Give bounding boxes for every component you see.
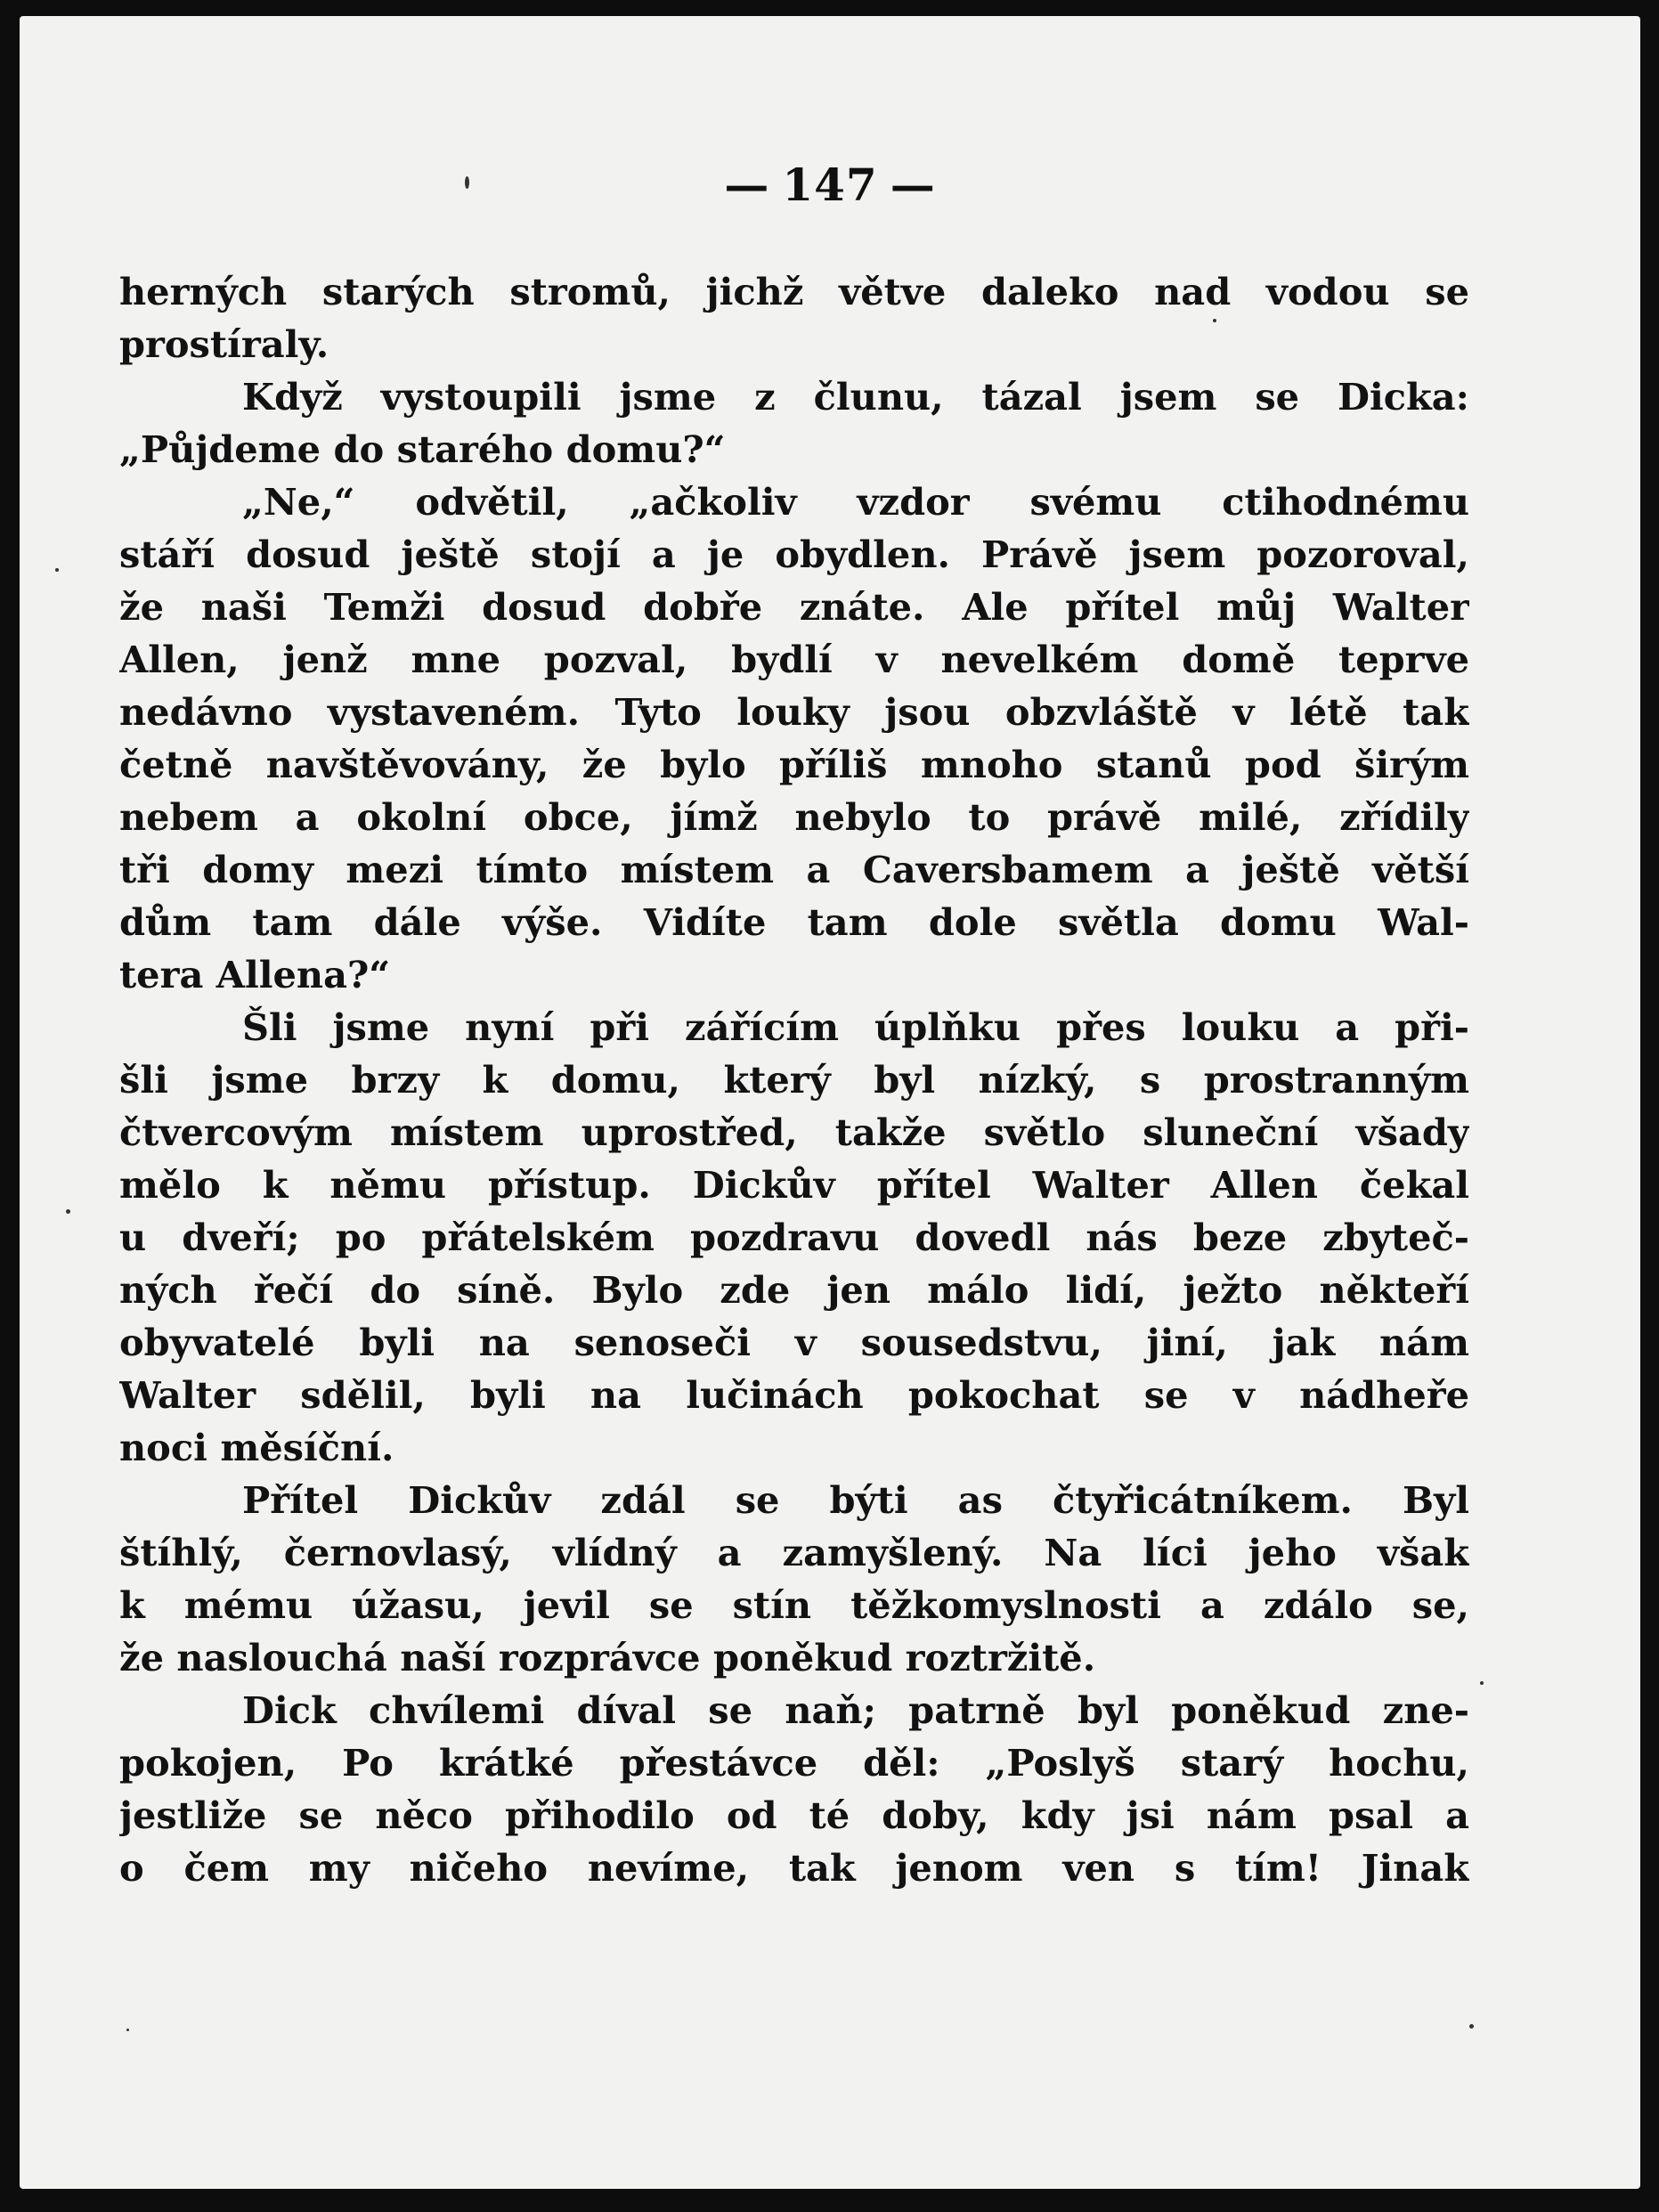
text-line: prostíraly. (119, 322, 329, 366)
text-line: Přítel Dickův zdál se býti as čtyřicátníkem. Byl (242, 1478, 1469, 1522)
text-line: Šli jsme nyní při zářícím úplňku přes louku a při- (242, 1005, 1469, 1049)
page-number (20, 159, 1640, 211)
text-line: „Ne,“ odvětil, „ačkoliv vzdor svému ctihodnému (242, 480, 1469, 524)
scan-speck (66, 1209, 70, 1214)
scan-speck (126, 2029, 129, 2031)
page-number-value: 147 (782, 159, 878, 211)
text-line: dům tam dále výše. Vidíte tam dole světla domu Wal- (119, 900, 1469, 944)
text-line: Allen, jenž mne pozval, bydlí v nevelkém domě teprve (119, 638, 1469, 681)
text-line: nedávno vystaveném. Tyto louky jsou obzvláště v létě tak (119, 690, 1469, 734)
text-line: nebem a okolní obce, jímž nebylo to právě milé, zřídily (119, 795, 1469, 839)
text-line: tera Allena?“ (119, 953, 391, 996)
text-line: noci měsíční. (119, 1426, 394, 1469)
text-line: čtvercovým místem uprostřed, takže světlo sluneční všady (119, 1110, 1469, 1154)
scan-speck (55, 568, 59, 572)
text-line: stáří dosud ještě stojí a je obydlen. Právě jsem pozoroval, (119, 533, 1469, 576)
text-line: u dveří; po přátelském pozdravu dovedl nás beze zbyteč- (119, 1216, 1469, 1259)
text-line: Walter sdělil, byli na lučinách pokochat se v nádheře (119, 1373, 1469, 1417)
scan-speck (1480, 1681, 1484, 1685)
text-line: tři domy mezi tímto místem a Caversbamem a ještě větší (119, 848, 1469, 891)
body-text (119, 265, 1469, 1894)
page-number-dash-right: — (890, 159, 936, 211)
scan-speck (1213, 319, 1216, 322)
text-line: mělo k němu přístup. Dickův přítel Walter Allen čekal (119, 1163, 1469, 1207)
text-line: k mému úžasu, jevil se stín těžkomyslnosti a zdálo se, (119, 1583, 1469, 1627)
scan-speck (465, 176, 469, 189)
text-line: Dick chvílemi díval se naň; patrně byl poněkud zne- (242, 1688, 1469, 1732)
text-line: že naslouchá naší rozprávce poněkud roztržitě. (119, 1636, 1096, 1679)
text-line: obyvatelé byli na senoseči v sousedstvu, jiní, jak nám (119, 1321, 1469, 1364)
scan-speck (1469, 2024, 1474, 2029)
text-line: „Půjdeme do starého domu?“ (119, 427, 726, 471)
text-line: šli jsme brzy k domu, který byl nízký, s prostranným (119, 1058, 1469, 1102)
text-line: četně navštěvovány, že bylo příliš mnoho stanů pod širým (119, 743, 1469, 786)
text-line: Když vystoupili jsme z člunu, tázal jsem se Dicka: (242, 375, 1469, 419)
text-line: že naši Temži dosud dobře znáte. Ale přítel můj Walter (119, 585, 1469, 629)
book-page (20, 16, 1640, 2189)
text-line: jestliže se něco přihodilo od té doby, kdy jsi nám psal a (119, 1793, 1469, 1837)
text-line: štíhlý, černovlasý, vlídný a zamyšlený. Na líci jeho však (119, 1531, 1469, 1574)
text-line: ných řečí do síně. Bylo zde jen málo lidí, ježto někteří (119, 1268, 1469, 1312)
text-line: o čem my ničeho nevíme, tak jenom ven s tím! Jinak (119, 1846, 1469, 1890)
text-line: herných starých stromů, jichž větve daleko nad vodou se (119, 270, 1469, 313)
text-line: pokojen, Po krátké přestávce děl: „Poslyš starý hochu, (119, 1741, 1469, 1785)
page-number-dash-left: — (724, 159, 770, 211)
